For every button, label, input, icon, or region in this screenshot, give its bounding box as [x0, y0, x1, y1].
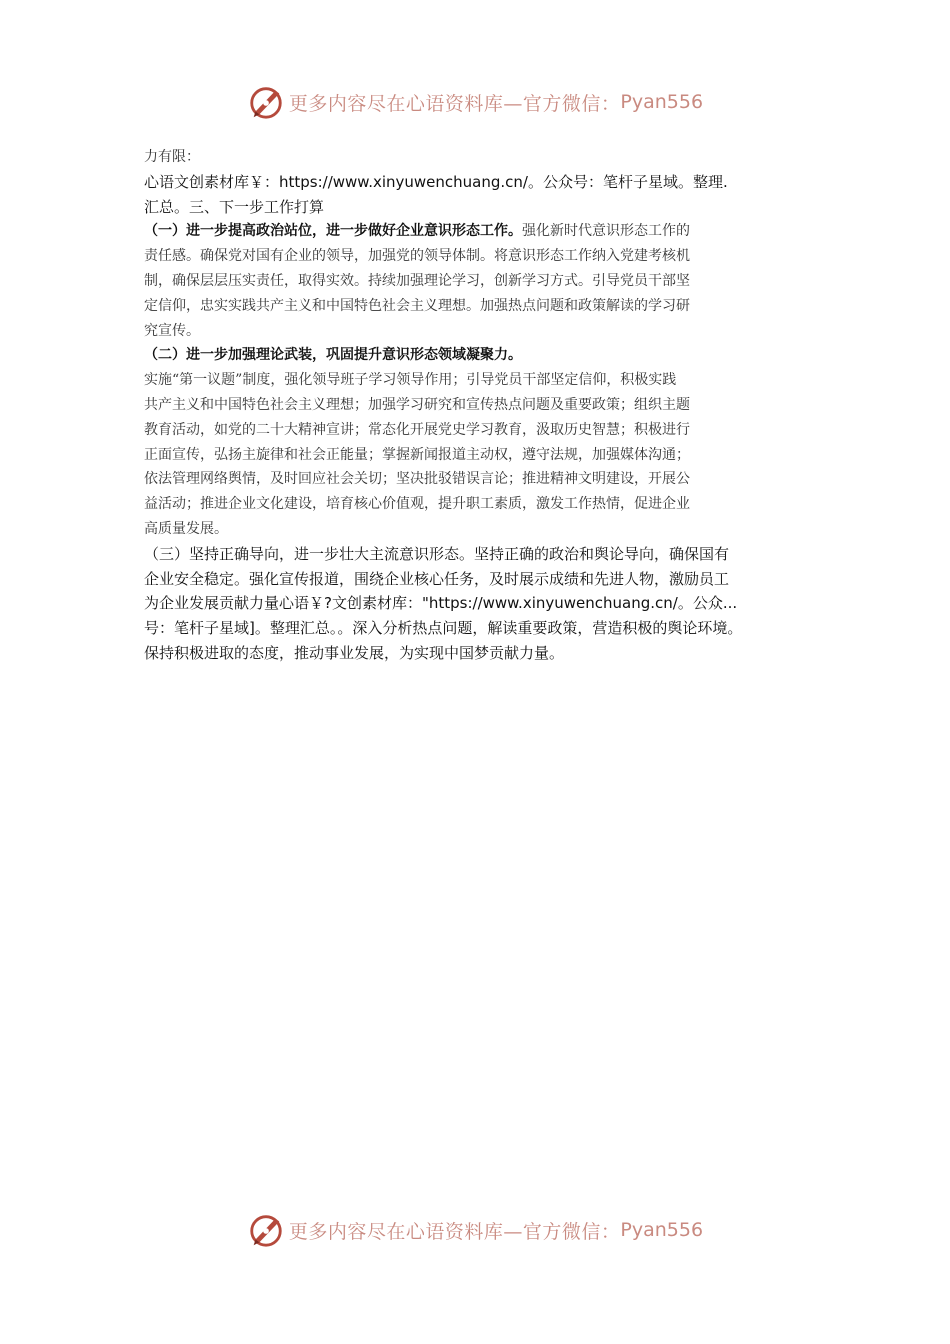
text-line: 益活动；推进企业文化建设，培育核心价值观，提升职工素质，激发工作热情，促进企业 [144, 496, 690, 513]
text-span: 强化新时代意识形态工作的 [522, 223, 690, 240]
text-line: 共产主义和中国特色社会主义理想；加强学习研究和宣传热点问题及重要政策；组织主题 [144, 396, 690, 413]
document-body [144, 145, 814, 666]
pen-logo-icon [247, 83, 285, 121]
footer-banner [0, 1210, 950, 1250]
footer-banner-wechat: Pyan556 [620, 1219, 704, 1241]
text-line: 究宣传。 [144, 322, 200, 339]
text-line: 教育活动，如党的二十大精神宣讲；常态化开展党史学习教育，汲取历史智慧；积极进行 [144, 421, 690, 438]
text-line: 制，确保层层压实责任，取得实效。持续加强理论学习，创新学习方式。引导党员干部坚 [144, 272, 690, 289]
text-line: 保持积极进取的态度，推动事业发展，为实现中国梦贡献力量。 [144, 643, 565, 662]
text-line: 依法管理网络舆情，及时回应社会关切；坚决批驳错误言论；推进精神文明建设，开展公 [144, 471, 690, 488]
section-one-first-line [144, 219, 814, 244]
header-banner-text: 更多内容尽在心语资料库—官方微信： [288, 92, 621, 115]
section-three-first-line: （三）坚持正确导向，进一步壮大主流意识形态。坚持正确的政治和舆论导向，确保国有 [144, 544, 730, 563]
text-line: 力有限： [144, 149, 200, 165]
text-line: 正面宣传，弘扬主旋律和社会正能量；掌握新闻报道主动权，遵守法规，加强媒体沟通； [144, 446, 690, 463]
footer-banner-text: 更多内容尽在心语资料库—官方微信： [288, 1220, 621, 1243]
text-line: 企业安全稳定。强化宣传报道，围绕企业核心任务，及时展示成绩和先进人物，激励员工 [144, 569, 730, 588]
text-line: 实施“第一议题”制度，强化领导班子学习领导作用；引导党员干部坚定信仰，积极实践 [144, 372, 677, 389]
pen-logo-icon [247, 1211, 285, 1249]
text-line: 心语文创素材库￥：https://www.xinyuwenchuang.cn/。公众号：笔杆子星域。整理. [144, 172, 728, 191]
section-two-heading: （二）进一步加强理论武装，巩固提升意识形态领域凝聚力。 [144, 347, 522, 364]
text-line: 责任感。确保党对国有企业的领导，加强党的领导体制。将意识形态工作纳入党建考核机 [144, 248, 690, 265]
text-line: 定信仰，忠实实践共产主义和中国特色社会主义理想。加强热点问题和政策解读的学习研 [144, 297, 690, 314]
text-line: 为企业发展贡献力量心语￥?文创素材库："https://www.xinyuwenchuang.cn/。公众... [144, 594, 738, 613]
text-line: 号：笔杆子星域]。整理汇总。。深入分析热点问题，解读重要政策，营造积极的舆论环境。 [144, 619, 743, 638]
header-banner [0, 82, 950, 122]
section-one-heading: （一）进一步提高政治站位，进一步做好企业意识形态工作。 [144, 223, 522, 240]
header-banner-wechat: Pyan556 [620, 91, 704, 113]
text-line: 高质量发展。 [144, 520, 228, 537]
text-line: 汇总。三、下一步工作打算 [144, 197, 325, 216]
